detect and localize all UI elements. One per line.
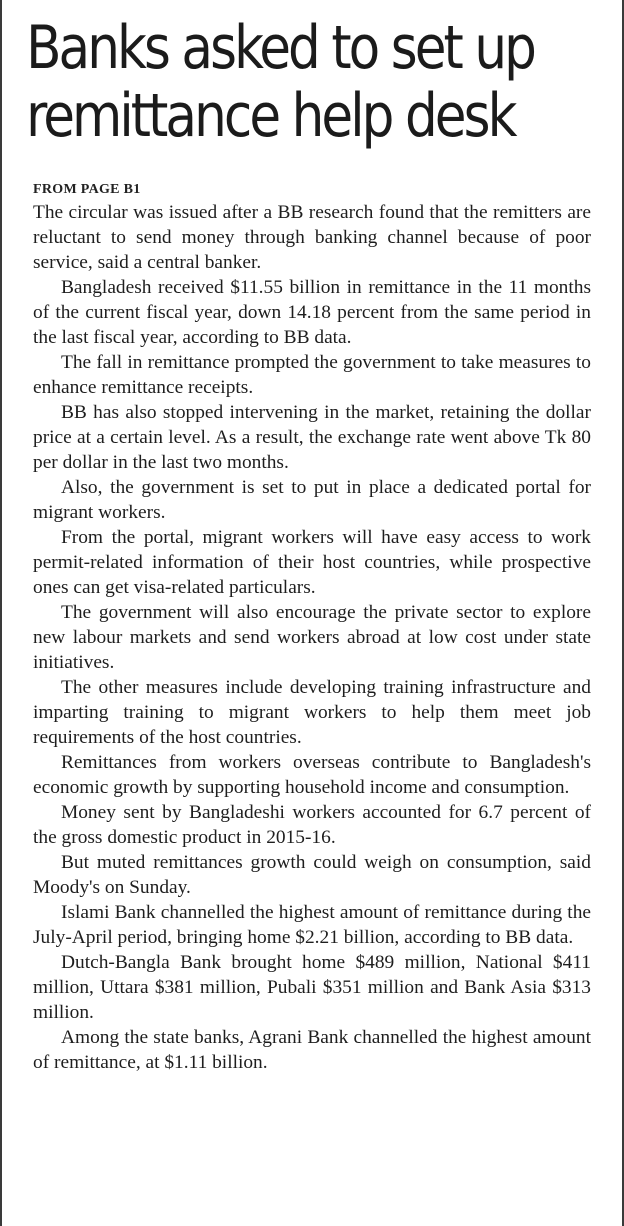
paragraph-5: Also, the government is set to put in place a dedicated portal for migrant workers. <box>33 477 591 523</box>
article-body <box>33 181 591 1075</box>
paragraph-7: The government will also encourage the private sector to explore new labour markets and send workers abroad at low cost under state initiatives. <box>33 602 591 673</box>
headline <box>2 0 535 150</box>
paragraph-4: BB has also stopped intervening in the market, retaining the dollar price at a certain level. As a result, the exchange rate went above Tk 80 per dollar in the last two months. <box>33 402 591 473</box>
paragraph-11: But muted remittances growth could weigh on consumption, said Moody's on Sunday. <box>33 852 591 898</box>
paragraph-10: Money sent by Bangladeshi workers accounted for 6.7 percent of the gross domestic product in 2015-16. <box>33 802 591 848</box>
paragraph-6: From the portal, migrant workers will have easy access to work permit-related information of their host countries, while prospective ones can get visa-related particulars. <box>33 527 591 598</box>
paragraph-9: Remittances from workers overseas contribute to Bangladesh's economic growth by supporting household income and consumption. <box>33 752 591 798</box>
paragraph-1: The circular was issued after a BB research found that the remitters are reluctant to send money through banking channel because of poor service, said a central banker. <box>33 202 591 273</box>
continuation-kicker: FROM PAGE B1 <box>33 182 141 197</box>
paragraph-8: The other measures include developing training infrastructure and imparting training to migrant workers to help them meet job requirements of the host countries. <box>33 677 591 748</box>
paragraph-12: Islami Bank channelled the highest amount of remittance during the July-April period, bringing home $2.21 billion, according to BB data. <box>33 902 591 948</box>
headline-line-2: remittance help desk <box>26 81 515 151</box>
paragraph-2: Bangladesh received $11.55 billion in remittance in the 11 months of the current fiscal year, down 14.18 percent from the same period in the last fiscal year, according to BB data. <box>33 277 591 348</box>
paragraph-13: Dutch-Bangla Bank brought home $489 million, National $411 million, Uttara $381 million, Pubali $351 million and Bank Asia $313 million. <box>33 952 591 1023</box>
headline-line-1: Banks asked to set up <box>26 13 534 83</box>
paragraph-14: Among the state banks, Agrani Bank channelled the highest amount of remittance, at $1.11 billion. <box>33 1027 591 1073</box>
paragraph-3: The fall in remittance prompted the government to take measures to enhance remittance receipts. <box>33 352 591 398</box>
